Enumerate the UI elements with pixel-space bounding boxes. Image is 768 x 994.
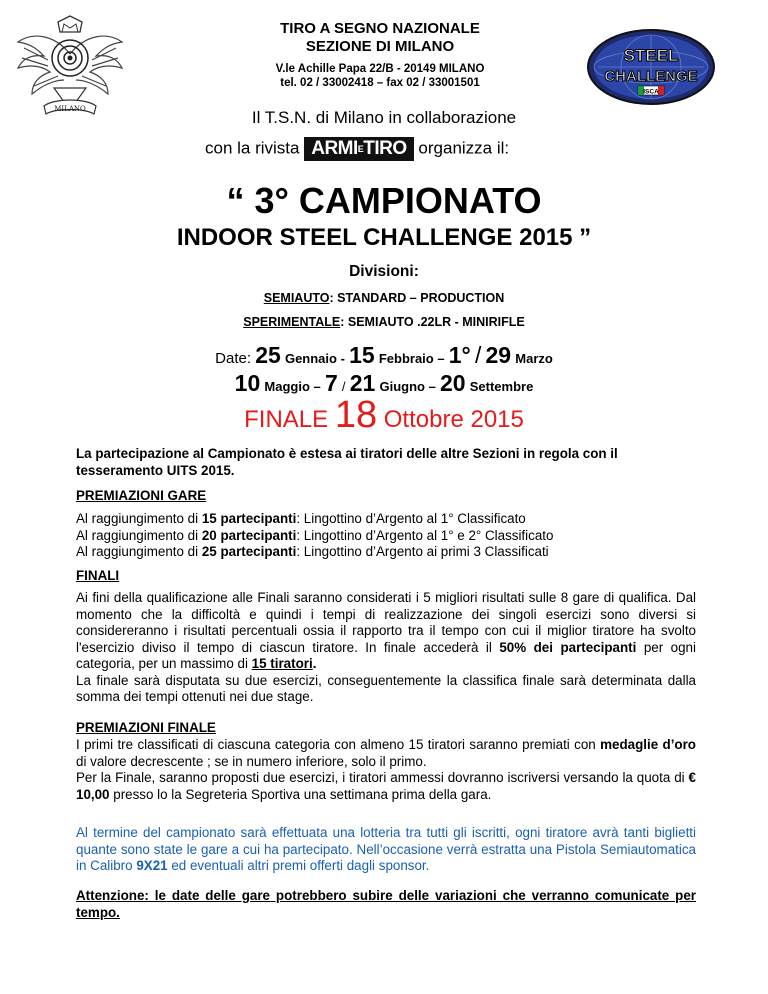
header-block [200,20,560,90]
steel-challenge-logo [586,28,716,106]
logo-steel-text: STEEL [623,46,679,65]
finals-heading: FINALI [76,568,120,583]
org-name: TIRO A SEGNO NAZIONALE [280,20,480,37]
organizes-text: organizza il: [418,138,510,158]
division-semiauto: SEMIAUTO: STANDARD – PRODUCTION [263,291,505,305]
dates-warning: Attenzione: le date delle gare potrebbero subire delle variazioni che verranno comunicate per tempo. [76,888,696,920]
dates-line-2: 10 Maggio – 7 / 21 Giugno – 20 Settembre [234,370,534,396]
prize-row-25: Al raggiungimento di 25 partecipanti: Lingottino d’Argento ai primi 3 Classificati [76,544,549,559]
title-main: “ 3° CAMPIONATO [226,180,542,221]
prize-row-15: Al raggiungimento di 15 partecipanti: Lingottino d’Argento al 1° Classificato [76,511,526,526]
prizes-races-list [76,511,706,561]
finals-text: Ai fini della qualificazione alle Finali saranno considerati i 5 migliori risultati sulle 8 gare di qualifica. Dal momento che la difficoltà e quindi i tempi di realizzazione dei singoli esercizi sono diversi si considereranno i risultati percentuali ossia il rapporto tra il tempo con cui il miglior tiratore ha svolto l'esercizio diviso il tempo di ciascun tiratore. In finale accederà il 50% dei partecipanti per ogni categoria, per un massimo di 15 tiratori. La finale sarà disputata su due esercizi, conseguentemente la classifica finale sarà determinata dalla somma dei tempi ottenuti nei due stage. [76,590,696,704]
lottery-text: Al termine del campionato sarà effettuata una lotteria tra tutti gli iscritti, ogni tiratore avrà tanti biglietti quante sono state le gare a cui ha partecipato. Nell’occasione verrà estratta una Pistola Semiautomatica in Calibro 9X21 ed eventuali altri premi offerti dagli sponsor. [76,825,696,873]
prizes-races-heading: PREMIAZIONI GARE [76,488,207,503]
logo-challenge-text: CHALLENGE [604,68,698,85]
magazine-prefix: con la rivista [205,138,300,158]
logo-isca-text: ISCA [643,88,659,96]
prize-row-20: Al raggiungimento di 20 partecipanti: Lingottino d’Argento al 1° e 2° Classificato [76,527,554,543]
emblem-text: MILANO [54,105,86,113]
title-sub: INDOOR STEEL CHALLENGE 2015 ” [176,224,592,251]
phone-fax: tel. 02 / 33002418 – fax 02 / 33001501 [280,77,480,89]
division-sperimentale: SPERIMENTALE: SEMIAUTO .22LR - MINIRIFLE [243,315,525,329]
address: V.le Achille Papa 22/B - 20149 MILANO [275,63,485,75]
prizes-final-text: I primi tre classificati di ciascuna categoria con almeno 15 tiratori saranno premiati con medaglie d’oro di valore decrescente ; se in numero inferiore, solo il primo. Per la Finale, saranno proposti due esercizi, i tiratori ammessi dovranno iscriversi versando la quota di € 10,00 presso lo la Segreteria Sportiva una settimana prima della gara. [76,737,696,802]
dates-line-1: Date: 25 Gennaio - 15 Febbraio – 1° / 29 Marzo [215,342,553,368]
tsn-milano-emblem [14,14,126,122]
prizes-final-heading: PREMIAZIONI FINALE [76,720,216,735]
collab-line: Il T.S.N. di Milano in collaborazione [251,108,517,127]
armi-e-tiro-logo: ARMIETIRO [304,137,413,161]
magazine-line [205,137,625,161]
divisions-heading: Divisioni: [349,263,419,280]
section-name: SEZIONE DI MILANO [305,38,455,55]
final-date: FINALE 18 Ottobre 2015 [244,394,524,436]
finals-text-2: La finale sarà disputata su due esercizi, conseguentemente la classifica finale sarà determinata dalla somma dei tempi ottenuti nei due stage. [76,672,696,704]
participation-note: La partecipazione al Campionato è estesa ai tiratori delle altre Sezioni in regola con il tesseramento UITS 2015. [76,446,618,478]
